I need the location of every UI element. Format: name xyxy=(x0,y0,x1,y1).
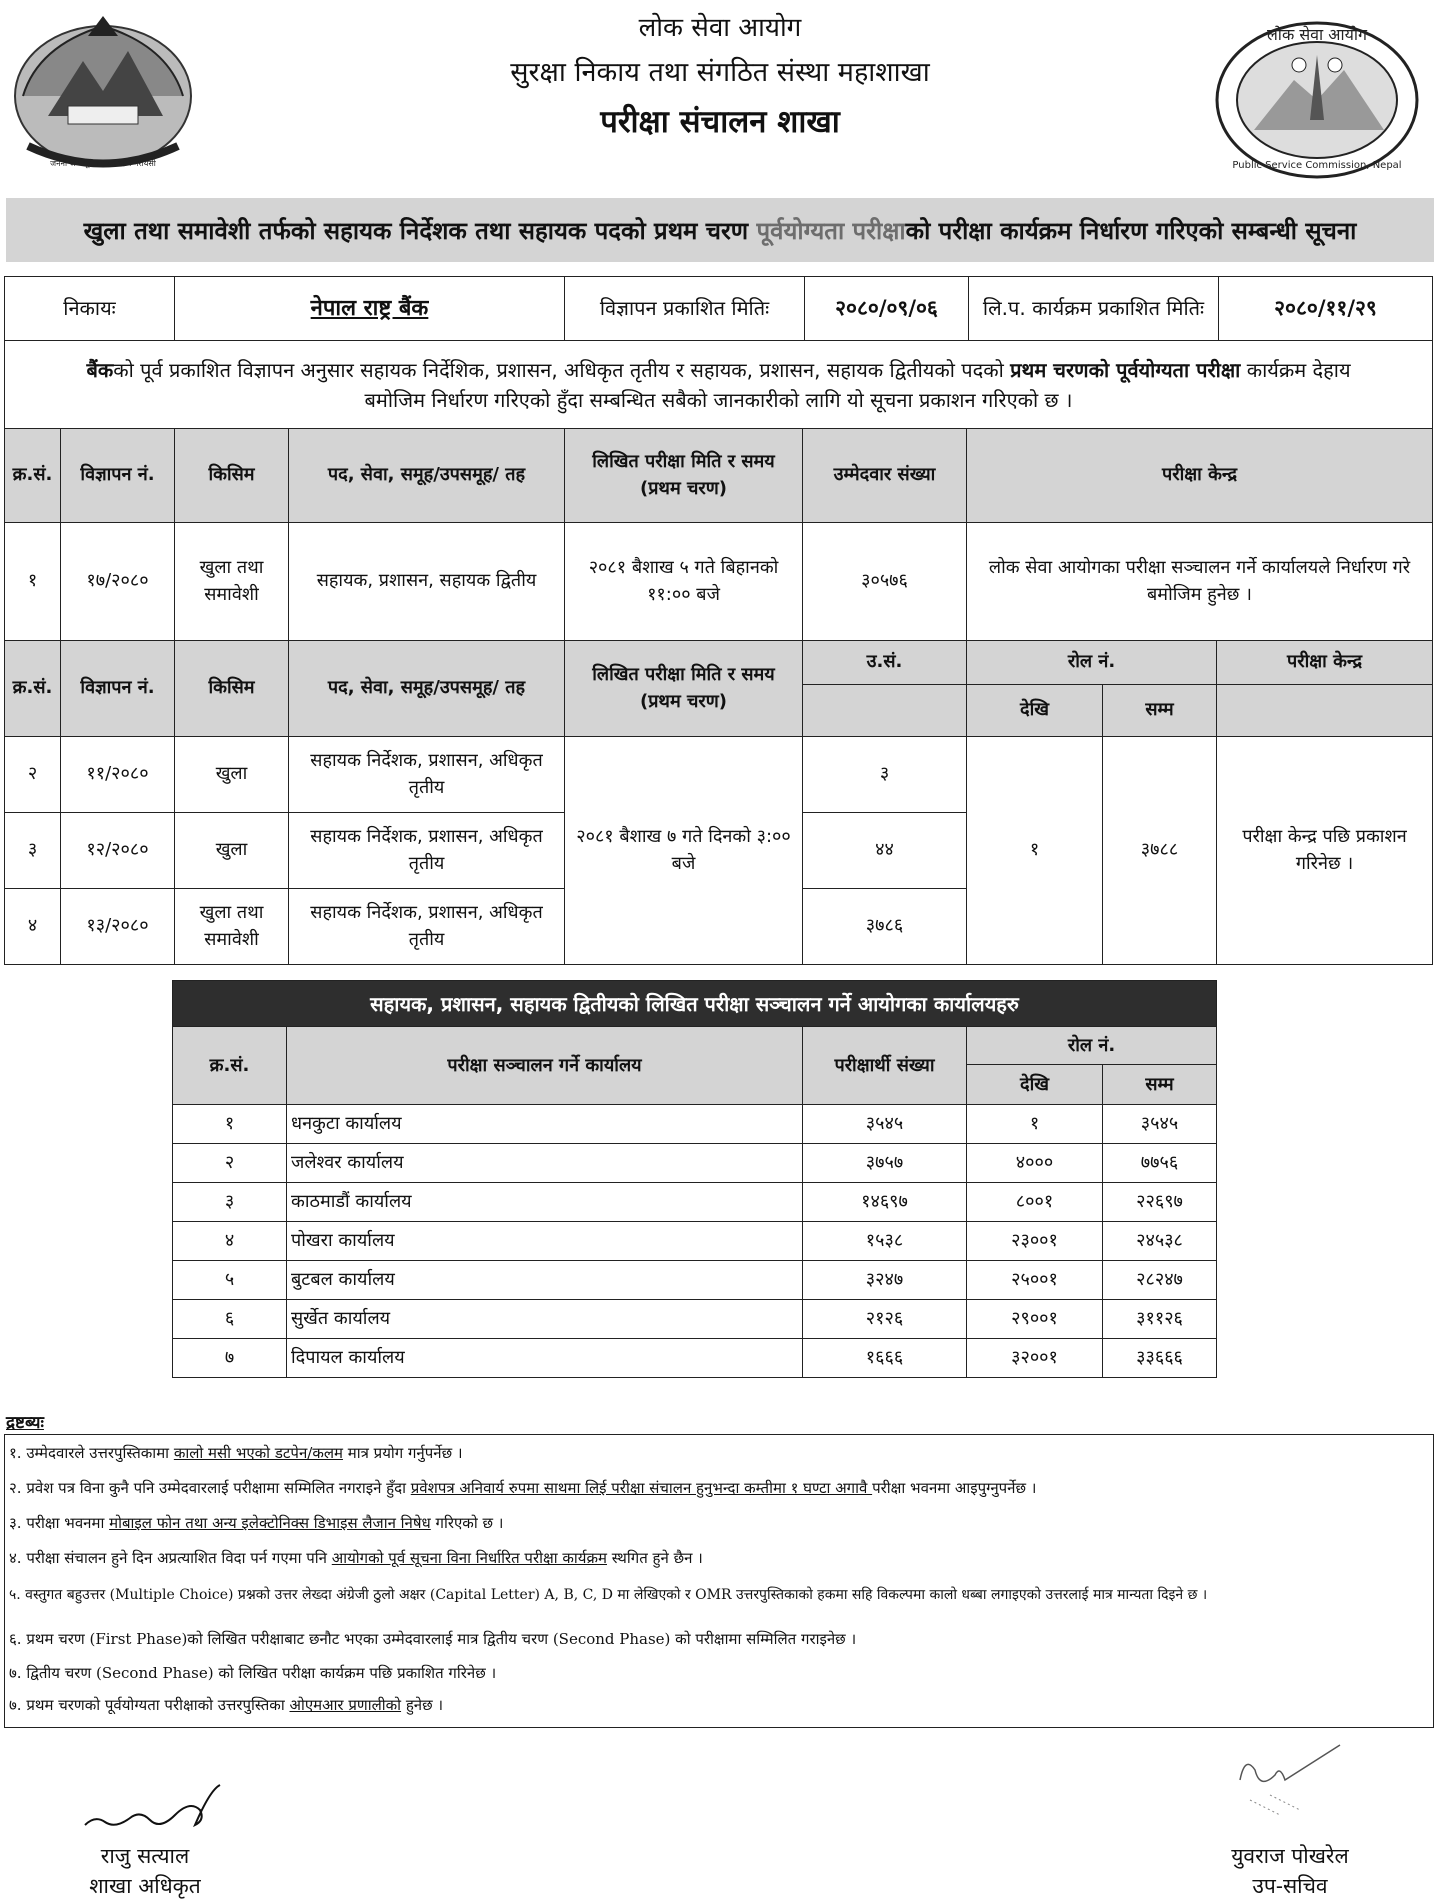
t3-count: १६६६ xyxy=(803,1339,967,1378)
t1-type: खुला तथा समावेशी xyxy=(175,523,289,641)
t2-adv: १३/२०८० xyxy=(61,889,175,965)
org-value: नेपाल राष्ट्र बैंक xyxy=(175,277,565,341)
seal-text-en: Public Service Commission, Nepal xyxy=(1232,160,1402,171)
t3-from: ४००० xyxy=(967,1144,1103,1183)
t3-office: काठमाडौं कार्यालय xyxy=(287,1183,803,1222)
t3-count: १४६९७ xyxy=(803,1183,967,1222)
table-row xyxy=(173,1300,1217,1339)
t1-sn: १ xyxy=(5,523,61,641)
t2-head-date: लिखित परीक्षा मिति र समय (प्रथम चरण) xyxy=(565,641,803,737)
t3-office: जलेश्वर कार्यालय xyxy=(287,1144,803,1183)
t1-count: ३०५७६ xyxy=(803,523,967,641)
t3-head-office: परीक्षा सञ्चालन गर्ने कार्यालय xyxy=(287,1027,803,1105)
t2-type: खुला तथा समावेशी xyxy=(175,889,289,965)
t2-count: ४४ xyxy=(803,813,967,889)
org-label: निकायः xyxy=(5,277,175,341)
t3-to: ३३६६६ xyxy=(1103,1339,1217,1378)
info-table xyxy=(4,276,1433,429)
t3-to: ३११२६ xyxy=(1103,1300,1217,1339)
t2-head-center-blank xyxy=(1217,685,1433,737)
note-text: हुनेछ । xyxy=(401,1696,444,1714)
table-row xyxy=(173,1183,1217,1222)
note-4 xyxy=(9,1548,703,1568)
intro-bold1: बैंक xyxy=(86,357,114,382)
note-2 xyxy=(9,1478,1036,1498)
note-underlined: प्रवेशपत्र अनिवार्य रुपमा साथमा लिई परीक्षा संचालन हुनुभन्दा कम्तीमा १ घण्टा अगावै xyxy=(410,1479,873,1497)
t2-head-from: देखि xyxy=(967,685,1103,737)
t2-head-count: उ.सं. xyxy=(803,641,967,685)
t3-office: पोखरा कार्यालय xyxy=(287,1222,803,1261)
note-underlined: कालो मसी भएको डटपेन/कलम xyxy=(173,1444,343,1462)
t2-type: खुला xyxy=(175,737,289,813)
header-division: सुरक्षा निकाय तथा संगठित संस्था महाशाखा xyxy=(510,57,930,88)
table-row xyxy=(173,1261,1217,1300)
t2-count: ३ xyxy=(803,737,967,813)
t3-from: २३००१ xyxy=(967,1222,1103,1261)
table-row xyxy=(173,1105,1217,1144)
note-text: परीक्षा भवनमा आइपुग्नुपर्नेछ । xyxy=(872,1479,1037,1497)
note-text: ३. परीक्षा भवनमा xyxy=(9,1514,110,1532)
right-signature-icon xyxy=(1220,1740,1350,1820)
t2-head-sn: क्र.सं. xyxy=(5,641,61,737)
nepal-emblem-icon xyxy=(8,6,198,176)
t3-from: १ xyxy=(967,1105,1103,1144)
prog-date-label: लि.प. कार्यक्रम प्रकाशित मितिः xyxy=(969,277,1219,341)
t1-head-date: लिखित परीक्षा मिति र समय (प्रथम चरण) xyxy=(565,429,803,523)
t1-date: २०८१ बैशाख ५ गते बिहानको ११:०० बजे xyxy=(565,523,803,641)
left-signer-name: राजु सत्याल xyxy=(100,1844,190,1868)
t2-adv: ११/२०८० xyxy=(61,737,175,813)
t1-head-center: परीक्षा केन्द्र xyxy=(967,429,1433,523)
t3-sn: २ xyxy=(173,1144,287,1183)
t2-roll-end: ३७८८ xyxy=(1103,737,1217,965)
t2-type: खुला xyxy=(175,813,289,889)
t2-roll-start: १ xyxy=(967,737,1103,965)
adv-date: २०८०/०९/०६ xyxy=(805,277,969,341)
prog-date: २०८०/११/२९ xyxy=(1219,277,1433,341)
intro-paragraph xyxy=(5,341,1433,429)
header-org: लोक सेवा आयोग xyxy=(638,13,802,43)
t2-post: सहायक निर्देशक, प्रशासन, अधिकृत तृतीय xyxy=(289,889,565,965)
note-underlined: आयोगको पूर्व सूचना विना निर्धारित परीक्षा कार्यक्रम xyxy=(331,1549,607,1567)
t2-head-type: किसिम xyxy=(175,641,289,737)
t2-center: परीक्षा केन्द्र पछि प्रकाशन गरिनेछ । xyxy=(1217,737,1433,965)
notes-box xyxy=(4,1434,1434,1728)
t3-office: दिपायल कार्यालय xyxy=(287,1339,803,1378)
note-5: ५. वस्तुगत बहुउत्तर (Multiple Choice) प्रश्नको उत्तर लेख्दा अंग्रेजी ठुलो अक्षर (Capital Letter) A, B, C, D मा लेखिएको र OMR उत्तरपुस्तिकाको हकमा सहि विकल्पमा कालो धब्बा लगाइएको उत्तरलाई मात्र मान्यता दिइने छ । xyxy=(9,1587,1208,1603)
seal-text-np: लोक सेवा आयोग xyxy=(1266,25,1368,44)
t3-from: २५००१ xyxy=(967,1261,1103,1300)
table-row xyxy=(173,1222,1217,1261)
t3-from: ३२००१ xyxy=(967,1339,1103,1378)
intro-mid1: को पूर्व प्रकाशित विज्ञापन अनुसार सहायक निर्देशिक, प्रशासन, अधिकृत तृतीय र सहायक, प्रशासन, सहायक द्वितीयको पदको xyxy=(113,357,1011,382)
t1-head-post: पद, सेवा, समूह/उपसमूह/ तह xyxy=(289,429,565,523)
note-text: १. उम्मेदवारले उत्तरपुस्तिकामा xyxy=(9,1444,174,1462)
title-part2: को परीक्षा कार्यक्रम निर्धारण गरिएको सम्बन्धी सूचना xyxy=(905,215,1357,245)
emblem-motto: जननी जन्मभूमिश्च स्वर्गादपि गरीयसी xyxy=(50,159,156,168)
t3-count: ३७५७ xyxy=(803,1144,967,1183)
exam-table-2 xyxy=(4,640,1433,965)
left-signer-title: शाखा अधिकृत xyxy=(89,1874,201,1898)
t3-count: १५३८ xyxy=(803,1222,967,1261)
t2-head-count-blank xyxy=(803,685,967,737)
note-text: स्थगित हुने छैन । xyxy=(606,1549,703,1567)
t3-head-count: परीक्षार्थी संख्या xyxy=(803,1027,967,1105)
title-highlight: पूर्वयोग्यता परीक्षा xyxy=(756,215,906,245)
t2-head-roll: रोल नं. xyxy=(967,641,1217,685)
notes-heading: द्रष्टब्यः xyxy=(6,1413,44,1433)
note-6: ६. प्रथम चरण (First Phase)को लिखित परीक्षाबाट छनौट भएका उम्मेदवारलाई मात्र द्वितीय चरण (Second Phase) को परीक्षामा सम्मिलित गराइनेछ । xyxy=(9,1630,857,1648)
note-text: गरिएको छ । xyxy=(430,1514,504,1532)
note-8 xyxy=(9,1695,443,1715)
t2-head-adv: विज्ञापन नं. xyxy=(61,641,175,737)
t3-office: सुर्खेत कार्यालय xyxy=(287,1300,803,1339)
intro-bold2: प्रथम चरणको पूर्वयोग्यता परीक्षा xyxy=(1010,357,1241,382)
note-text: मात्र प्रयोग गर्नुपर्नेछ । xyxy=(342,1444,463,1462)
t3-count: ३५४५ xyxy=(803,1105,967,1144)
t1-head-sn: क्र.सं. xyxy=(5,429,61,523)
t2-adv: १२/२०८० xyxy=(61,813,175,889)
table-row xyxy=(5,523,1433,641)
t2-sn: ४ xyxy=(5,889,61,965)
note-7: ७. द्वितीय चरण (Second Phase) को लिखित परीक्षा कार्यक्रम पछि प्रकाशित गरिनेछ । xyxy=(9,1664,497,1682)
t3-head-roll: रोल नं. xyxy=(967,1027,1217,1065)
t2-count: ३७८६ xyxy=(803,889,967,965)
t2-date: २०८१ बैशाख ७ गते दिनको ३:०० बजे xyxy=(565,737,803,965)
t1-head-count: उम्मेदवार संख्या xyxy=(803,429,967,523)
t3-head-sn: क्र.सं. xyxy=(173,1027,287,1105)
t3-sn: ४ xyxy=(173,1222,287,1261)
note-3 xyxy=(9,1513,503,1533)
note-underlined: ओएमआर प्रणालीको xyxy=(289,1696,402,1714)
office-table xyxy=(172,980,1217,1378)
t3-count: ३२४७ xyxy=(803,1261,967,1300)
t2-sn: २ xyxy=(5,737,61,813)
intro-mid2: कार्यक्रम देहाय xyxy=(1240,357,1351,382)
t3-to: ७७५६ xyxy=(1103,1144,1217,1183)
note-underlined: मोबाइल फोन तथा अन्य इलेक्टोनिक्स डिभाइस लैजान निषेध xyxy=(109,1514,431,1532)
t1-center: लोक सेवा आयोगका परीक्षा सञ्चालन गर्ने कार्यालयले निर्धारण गरे बमोजिम हुनेछ । xyxy=(967,523,1433,641)
note-text: २. प्रवेश पत्र विना कुनै पनि उम्मेदवारलाई परीक्षामा सम्मिलित नगराइने हुँदा xyxy=(9,1479,411,1497)
title-part1: खुला तथा समावेशी तर्फको सहायक निर्देशक तथा सहायक पदको प्रथम चरण xyxy=(83,215,757,245)
t3-sn: १ xyxy=(173,1105,287,1144)
table-row xyxy=(5,737,1433,813)
right-signer-title: उप-सचिव xyxy=(1252,1874,1328,1898)
t3-from: ८००१ xyxy=(967,1183,1103,1222)
t3-office: धनकुटा कार्यालय xyxy=(287,1105,803,1144)
t1-adv: १७/२०८० xyxy=(61,523,175,641)
t1-head-adv: विज्ञापन नं. xyxy=(61,429,175,523)
exam-table-1 xyxy=(4,428,1433,641)
note-1 xyxy=(9,1443,463,1463)
t1-post: सहायक, प्रशासन, सहायक द्वितीय xyxy=(289,523,565,641)
left-signature-icon xyxy=(80,1780,230,1840)
table-row xyxy=(173,1339,1217,1378)
t3-sn: ७ xyxy=(173,1339,287,1378)
t3-to: २२६९७ xyxy=(1103,1183,1217,1222)
t3-sn: ६ xyxy=(173,1300,287,1339)
t3-head-to: सम्म xyxy=(1103,1065,1217,1105)
t3-to: २८२४७ xyxy=(1103,1261,1217,1300)
t3-sn: ३ xyxy=(173,1183,287,1222)
t3-office: बुटबल कार्यालय xyxy=(287,1261,803,1300)
table-row xyxy=(173,1144,1217,1183)
note-text: ७. प्रथम चरणको पूर्वयोग्यता परीक्षाको उत्तरपुस्तिका xyxy=(9,1696,290,1714)
t2-head-to: सम्म xyxy=(1103,685,1217,737)
t1-head-type: किसिम xyxy=(175,429,289,523)
header-section: परीक्षा संचालन शाखा xyxy=(600,104,840,140)
t3-count: २१२६ xyxy=(803,1300,967,1339)
t3-to: २४५३८ xyxy=(1103,1222,1217,1261)
t3-to: ३५४५ xyxy=(1103,1105,1217,1144)
t3-head-from: देखि xyxy=(967,1065,1103,1105)
office-table-caption: सहायक, प्रशासन, सहायक द्वितीयको लिखित परीक्षा सञ्चालन गर्ने आयोगका कार्यालयहरु xyxy=(173,981,1217,1027)
t2-head-post: पद, सेवा, समूह/उपसमूह/ तह xyxy=(289,641,565,737)
intro-line2: बमोजिम निर्धारण गरिएको हुँदा सम्बन्धित सबैको जानकारीको लागि यो सूचना प्रकाशन गरिएको छ । xyxy=(364,387,1073,412)
psc-seal-icon xyxy=(1214,20,1420,180)
t2-post: सहायक निर्देशक, प्रशासन, अधिकृत तृतीय xyxy=(289,813,565,889)
t2-head-center: परीक्षा केन्द्र xyxy=(1217,641,1433,685)
t2-post: सहायक निर्देशक, प्रशासन, अधिकृत तृतीय xyxy=(289,737,565,813)
right-signer-name: युवराज पोखरेल xyxy=(1231,1844,1349,1868)
t2-sn: ३ xyxy=(5,813,61,889)
notice-title xyxy=(6,198,1434,262)
t3-from: २९००१ xyxy=(967,1300,1103,1339)
note-text: ४. परीक्षा संचालन हुने दिन अप्रत्याशित विदा पर्न गएमा पनि xyxy=(9,1549,332,1567)
adv-date-label: विज्ञापन प्रकाशित मितिः xyxy=(565,277,805,341)
t3-sn: ५ xyxy=(173,1261,287,1300)
